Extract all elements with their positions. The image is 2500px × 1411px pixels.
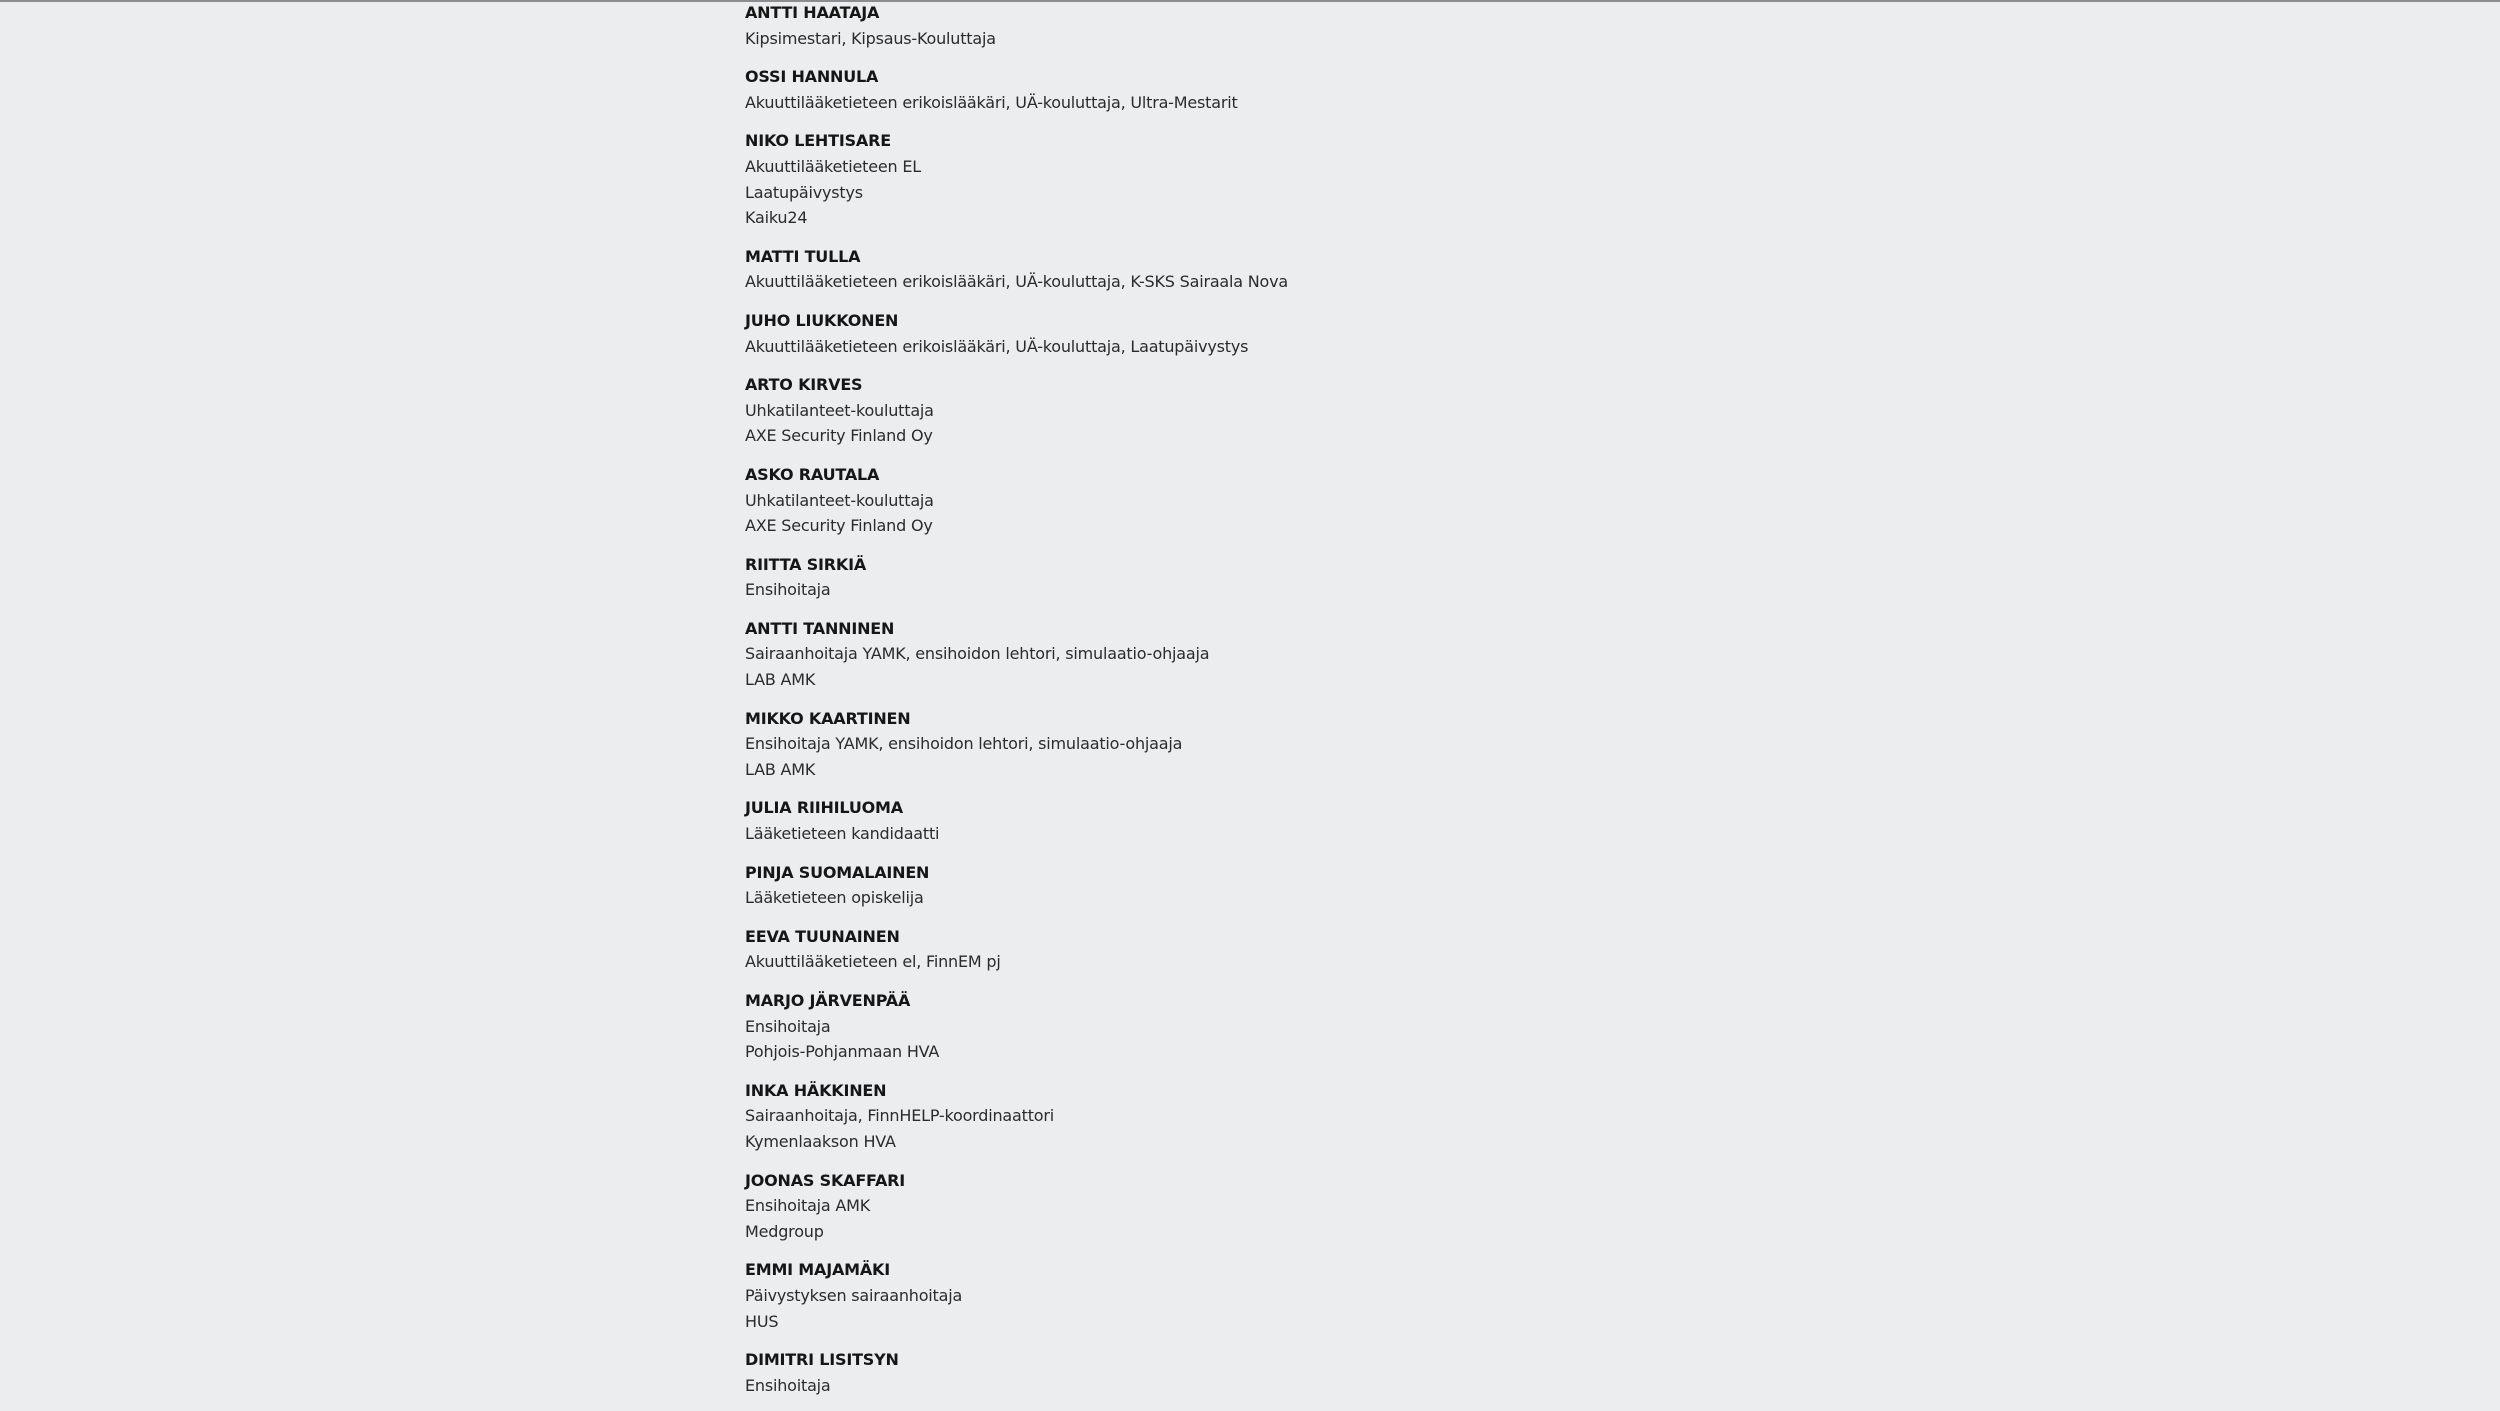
person-name: MATTI TULLA xyxy=(745,246,861,266)
person-entry xyxy=(745,308,1845,359)
person-detail: Laatupäivystys xyxy=(745,182,863,202)
person-detail: Ensihoitaja xyxy=(745,1016,831,1036)
person-name: NIKO LEHTISARE xyxy=(745,131,891,151)
person-detail: Ensihoitaja xyxy=(745,580,831,600)
person-entry xyxy=(745,795,1845,846)
person-name: EMMI MAJAMÄKI xyxy=(745,1260,890,1280)
person-entry xyxy=(745,1078,1845,1155)
person-detail: Lääketieteen opiskelija xyxy=(745,888,924,908)
person-name: MIKKO KAARTINEN xyxy=(745,708,911,728)
person-name: JULIA RIIHILUOMA xyxy=(745,798,903,818)
person-detail: Kipsimestari, Kipsaus-Kouluttaja xyxy=(745,28,996,48)
person-detail: Uhkatilanteet-kouluttaja xyxy=(745,490,934,510)
person-entry xyxy=(745,1347,1845,1398)
person-name: ANTTI HAATAJA xyxy=(745,3,880,22)
person-name: MARJO JÄRVENPÄÄ xyxy=(745,991,911,1010)
person-entry xyxy=(745,924,1845,975)
person-entry xyxy=(745,64,1845,115)
person-detail: Akuuttilääketieteen EL xyxy=(745,156,921,176)
person-name: ARTO KIRVES xyxy=(745,375,863,395)
person-detail: AXE Security Finland Oy xyxy=(745,426,933,446)
person-detail: Sairaanhoitaja, FinnHELP-koordinaattori xyxy=(745,1106,1054,1126)
person-entry xyxy=(745,988,1845,1065)
person-detail: Sairaanhoitaja YAMK, ensihoidon lehtori, simulaatio-ohjaaja xyxy=(745,644,1210,664)
person-name: INKA HÄKKINEN xyxy=(745,1080,887,1100)
person-entry xyxy=(745,462,1845,539)
person-detail: Medgroup xyxy=(745,1221,824,1241)
person-detail: AXE Security Finland Oy xyxy=(745,516,933,536)
person-name: EEVA TUUNAINEN xyxy=(745,926,900,946)
person-detail: Kymenlaakson HVA xyxy=(745,1131,896,1151)
person-entry xyxy=(745,860,1845,911)
person-name: RIITTA SIRKIÄ xyxy=(745,554,867,574)
person-entry xyxy=(745,1257,1845,1334)
person-name: JUHO LIUKKONEN xyxy=(745,310,899,330)
person-detail: Akuuttilääketieteen erikoislääkäri, UÄ-kouluttaja, Laatupäivystys xyxy=(745,336,1249,356)
person-detail: Päivystyksen sairaanhoitaja xyxy=(745,1285,963,1305)
person-detail: Pohjois-Pohjanmaan HVA xyxy=(745,1042,940,1062)
person-name: ASKO RAUTALA xyxy=(745,464,880,484)
person-name: JOONAS SKAFFARI xyxy=(745,1170,906,1190)
person-entry xyxy=(745,244,1845,295)
person-entry xyxy=(745,616,1845,693)
speaker-list xyxy=(745,0,1845,1411)
person-entry xyxy=(745,706,1845,783)
person-detail: LAB AMK xyxy=(745,670,816,690)
person-detail: Ensihoitaja xyxy=(745,1375,831,1395)
person-detail: Lääketieteen kandidaatti xyxy=(745,824,940,844)
person-entry xyxy=(745,0,1845,51)
person-entry xyxy=(745,372,1845,449)
person-detail: LAB AMK xyxy=(745,759,816,779)
person-name: ANTTI TANNINEN xyxy=(745,618,895,638)
person-detail: Akuuttilääketieteen el, FinnEM pj xyxy=(745,952,1001,972)
person-entry xyxy=(745,552,1845,603)
person-entry xyxy=(745,128,1845,230)
person-detail: HUS xyxy=(745,1311,779,1331)
person-detail: Kaiku24 xyxy=(745,208,808,228)
person-detail: Ensihoitaja AMK xyxy=(745,1196,871,1216)
person-name: DIMITRI LISITSYN xyxy=(745,1350,899,1370)
person-detail: Uhkatilanteet-kouluttaja xyxy=(745,400,934,420)
person-detail: Akuuttilääketieteen erikoislääkäri, UÄ-kouluttaja, Ultra-Mestarit xyxy=(745,92,1238,112)
person-name: PINJA SUOMALAINEN xyxy=(745,862,930,882)
person-entry xyxy=(745,1168,1845,1245)
person-detail: Akuuttilääketieteen erikoislääkäri, UÄ-kouluttaja, K-SKS Sairaala Nova xyxy=(745,272,1289,292)
person-name: OSSI HANNULA xyxy=(745,67,879,87)
person-detail: Ensihoitaja YAMK, ensihoidon lehtori, simulaatio-ohjaaja xyxy=(745,734,1183,754)
